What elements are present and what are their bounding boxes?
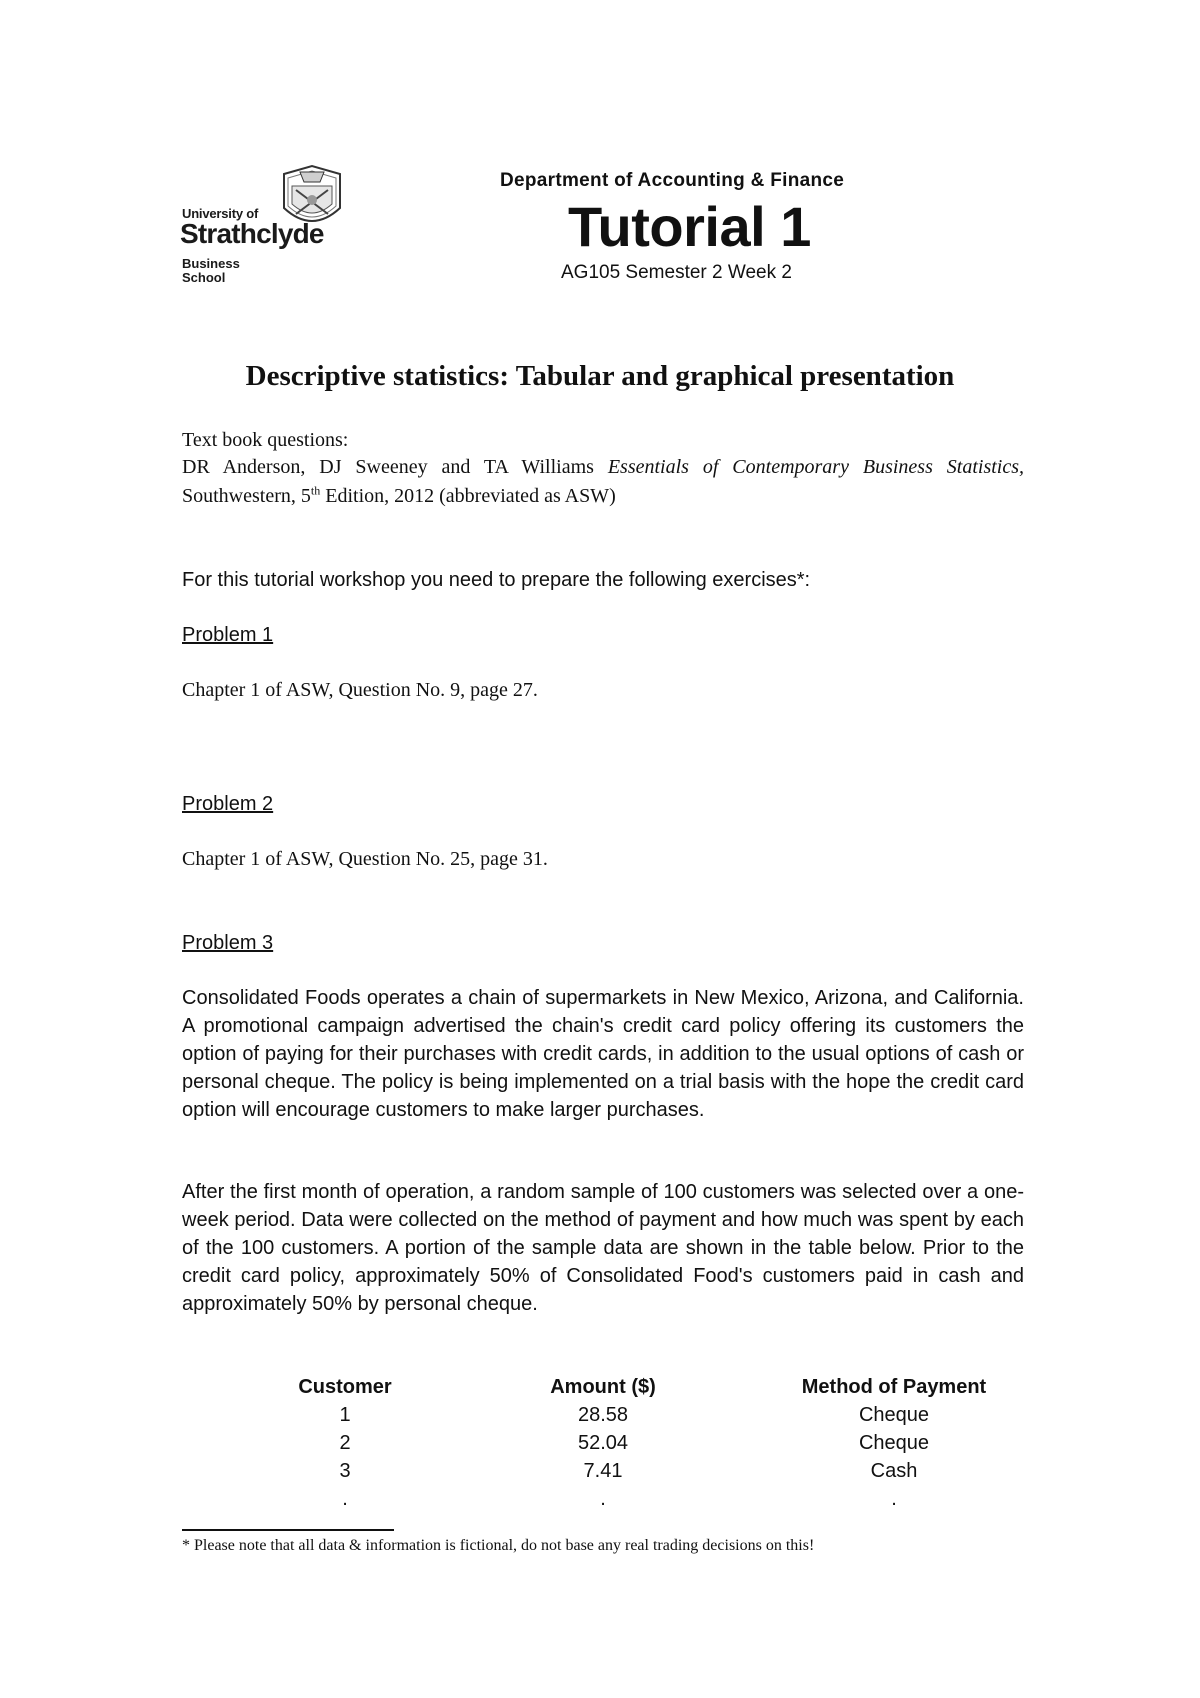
table-header-customer: Customer	[298, 1376, 392, 1398]
table-header-method: Method of Payment	[801, 1376, 987, 1398]
logo-school-text: School	[182, 270, 226, 285]
table-column-customer	[195, 1373, 495, 1513]
problem-2-heading: Problem 2	[182, 793, 274, 815]
table-cell: Cheque	[858, 1404, 930, 1426]
problem-2-text: Chapter 1 of ASW, Question No. 25, page 31.	[182, 848, 548, 870]
table-cell: 7.41	[583, 1460, 623, 1482]
department-heading: Department of Accounting & Finance	[500, 170, 845, 191]
table-cell: 1	[339, 1404, 351, 1426]
table-cell: Cash	[870, 1460, 918, 1482]
table-cell: Cheque	[858, 1432, 930, 1454]
logo-business-text: Business	[182, 256, 240, 271]
textbook-reference-line1	[182, 453, 1024, 481]
table-column-method	[744, 1373, 1044, 1513]
problem-3-heading: Problem 3	[182, 932, 274, 954]
problem-3-paragraph-2: After the first month of operation, a random sample of 100 customers was selected over a one-week period. Data were collected on the method of payment and how much was spent by each of the 100 customers. A portion of the sample data are shown in the table below. Prior to the credit card policy, approximately 50% of Consolidated Food's customers paid in cash and approximately 50% by personal cheque.	[182, 1181, 1024, 1315]
table-header-amount: Amount ($)	[550, 1376, 656, 1398]
logo-university-text: University of	[182, 206, 259, 221]
table-cell-ellipsis: .	[600, 1488, 606, 1510]
table-cell: 28.58	[577, 1404, 629, 1426]
table-cell: 52.04	[577, 1432, 629, 1454]
university-logo	[182, 164, 362, 294]
textbook-authors: DR Anderson, DJ Sweeney and TA Williams	[182, 456, 608, 478]
textbook-edition-sup: th	[310, 483, 321, 498]
footnote-text: * Please note that all data & information is fictional, do not base any real trading decisions on this!	[182, 1537, 815, 1554]
textbook-title: Essentials of Contemporary Business Statistics,	[607, 456, 1024, 478]
textbook-publisher: Southwestern, 5	[182, 485, 311, 507]
tutorial-title: Tutorial 1	[568, 195, 811, 258]
table-cell-ellipsis: .	[891, 1488, 897, 1510]
textbook-edition: Edition, 2012 (abbreviated as ASW)	[320, 485, 616, 507]
textbook-intro: Text book questions:	[182, 429, 349, 451]
problem-3-paragraph-1: Consolidated Foods operates a chain of supermarkets in New Mexico, Arizona, and California. A promotional campaign advertised the chain's credit card policy offering its customers the option of paying for their purchases with credit cards, in addition to the usual options of cash or personal cheque. The policy is being implemented on a trial basis with the hope the credit card option will encourage customers to make larger purchases.	[182, 987, 1024, 1121]
tutorial-subtitle: AG105 Semester 2 Week 2	[561, 262, 792, 283]
footnote-divider	[182, 1529, 394, 1531]
textbook-reference-line2	[182, 482, 1024, 510]
document-title: Descriptive statistics: Tabular and graphical presentation	[245, 360, 955, 392]
table-cell: 3	[339, 1460, 351, 1482]
table-cell-ellipsis: .	[342, 1488, 348, 1510]
logo-strathclyde-text: Strathclyde	[180, 218, 324, 249]
prepare-instructions: For this tutorial workshop you need to prepare the following exercises*:	[182, 569, 811, 591]
table-cell: 2	[339, 1432, 351, 1454]
table-column-amount	[453, 1373, 753, 1513]
problem-1-text: Chapter 1 of ASW, Question No. 9, page 27.	[182, 679, 538, 701]
problem-1-heading: Problem 1	[182, 624, 274, 646]
